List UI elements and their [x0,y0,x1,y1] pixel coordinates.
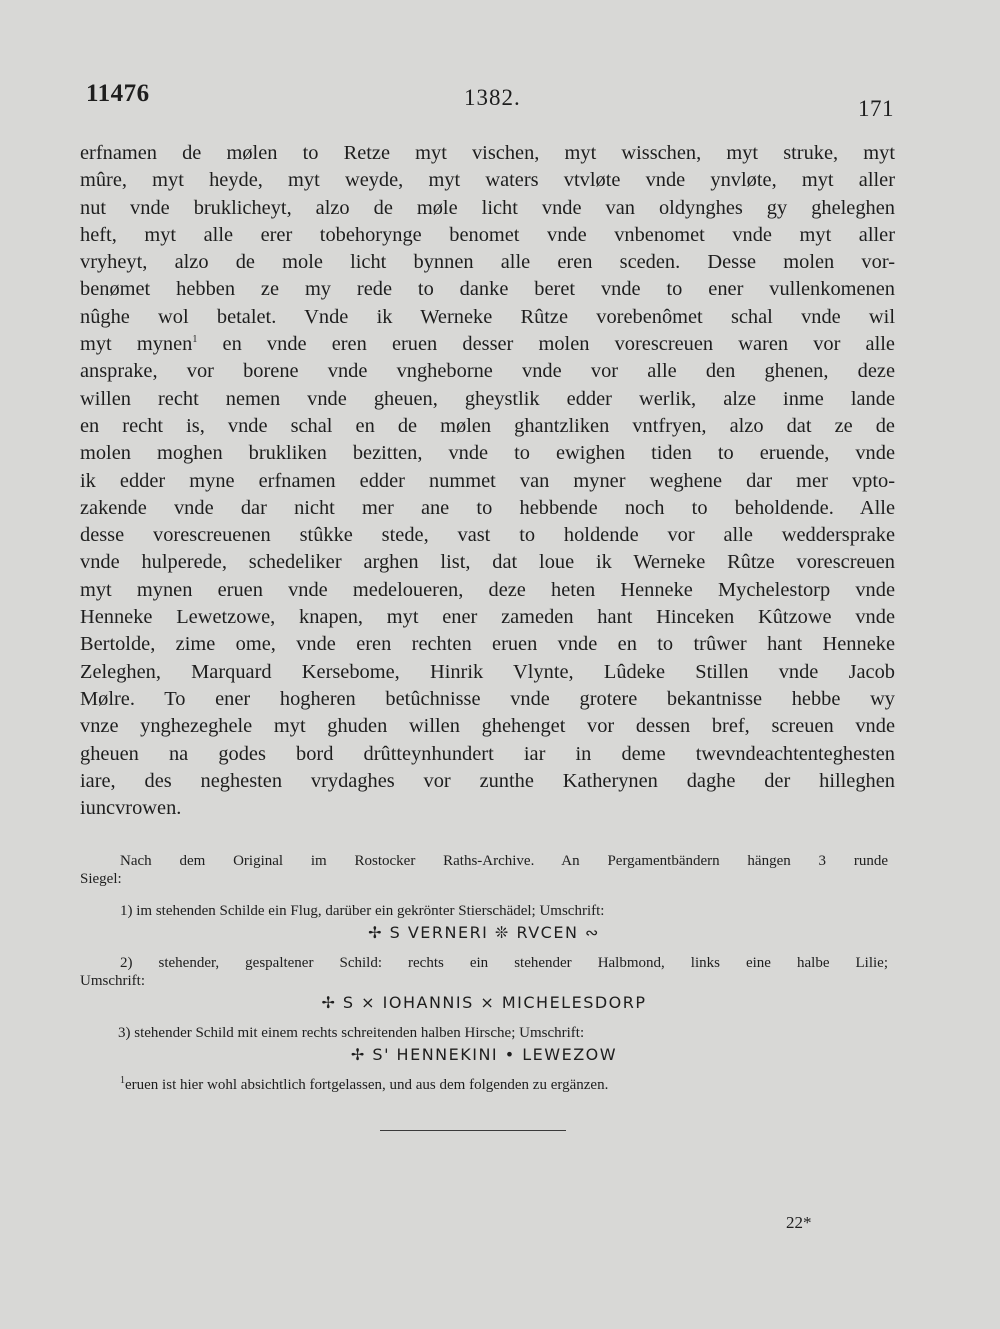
text-line: iare, des neghesten vrydaghes vor zunthe Katherynen daghe der hilleghen [80,769,895,792]
source-note [80,852,888,888]
text-line: ansprake, vor borene vnde vngheborne vnde vor alle den ghenen, deze [80,360,895,383]
seal-legend-3: ✢ S' HENNEKINI • LEWEZOW [350,1045,618,1064]
seal-description-2: 2) stehender, gespaltener Schild: rechts ein stehender Halbmond, links eine halbe Lilie; [120,955,888,971]
editorial-notes [80,852,888,1094]
footnote [80,1076,888,1094]
section-divider [380,1130,566,1131]
seal-description-1: 1) im stehenden Schilde ein Flug, darüber ein gekrönter Stierschädel; Umschrift: [120,903,605,919]
text-line: Bertolde, zime ome, vnde eren rechten eruen vnde en to trûwer hant Henneke [80,633,895,656]
text-line: heft, myt alle erer tobehorynge benomet vnde vnbenomet vnde myt aller [80,223,895,246]
text-line: iuncvrowen. [80,797,182,820]
footnote-text: eruen ist hier wohl absichtlich fortgelassen, und aus dem folgenden zu ergänzen. [125,1077,609,1093]
footnote-marker: 1 [120,1075,125,1086]
seal-legend-1: ✢ S VERNERI ❊ RVCEN ∾ [368,923,600,942]
seal-description-2-cont: Umschrift: [80,973,145,989]
source-note-line: Siegel: [80,871,122,887]
document-year: 1382. [464,85,521,110]
charter-text [80,140,895,822]
text-line: en recht is, vnde schal en de mølen ghantzliken vntfryen, alzo dat ze de [80,414,895,437]
seal-description-3: 3) stehender Schild mit einem rechts schreitenden halben Hirsche; Umschrift: [118,1025,585,1041]
text-line: nûghe wol betalet. Vnde ik Werneke Rûtze vorebenômet schal vnde wil [80,305,895,328]
text-line: zakende vnde dar nicht mer ane to hebbende noch to beholdende. Alle [80,496,895,519]
text-line: nut vnde bruklicheyt, alzo de møle licht vnde van oldynghes gy gheleghen [80,196,895,219]
sheet-signature: 22* [786,1213,812,1232]
text-line: willen recht nemen vnde gheuen, gheystlik edder werlik, alze inme lande [80,387,895,410]
text-line: mûre, myt heyde, myt weyde, myt waters vtvløte vnde ynvløte, myt aller [80,169,895,192]
text-line: gheuen na godes bord drûtteynhundert iar in deme twevndeachtenteghesten [80,742,895,765]
text-line: Zeleghen, Marquard Kersebome, Hinrik Vlynte, Lûdeke Stillen vnde Jacob [80,660,895,683]
text-line: myt mynen$^1$ en vnde eren eruen desser molen vorescreuen waren vor alle [80,333,895,356]
page-header [86,80,894,120]
text-line: desse vorescreuenen stûkke stede, vast to holdende vor alle weddersprake [80,524,895,547]
text-line: molen moghen brukliken bezitten, vnde to ewighen tiden to eruende, vnde [80,442,895,465]
footnote-ref: 1 [192,334,198,346]
text-line: vryheyt, alzo de mole licht bynnen alle eren sceden. Desse molen vor- [80,251,895,274]
text-line: myt mynen eruen vnde medeloueren, deze heten Henneke Mychelestorp vnde [80,578,895,601]
text-line: vnde hulperede, schedeliker arghen list, dat loue ik Werneke Rûtze vorescreuen [80,551,895,574]
text-line: erfnamen de mølen to Retze myt vischen, myt wisschen, myt struke, myt [80,142,895,164]
seal-legend-2: ✢ S × IOHANNIS × MICHELESDORP [321,993,647,1012]
text-line: Henneke Lewetzowe, knapen, myt ener zameden hant Hinceken Kûtzowe vnde [80,606,895,629]
text-line: ik edder myne erfnamen edder nummet van myner weghene dar mer vpto- [80,469,895,492]
page-number: 171 [858,96,894,121]
text-line: benømet hebben ze my rede to danke beret vnde to ener vullenkomenen [80,278,895,301]
text-line: vnze ynghezeghele myt ghuden willen ghehenget vor dessen bref, screuen vnde [80,715,895,738]
document-number: 11476 [86,80,150,107]
source-note-line: Nach dem Original im Rostocker Raths-Archive. An Pergamentbändern hängen 3 runde [120,853,888,869]
text-line: Mølre. To ener hogheren betûchnisse vnde grotere bekantnisse hebbe wy [80,687,895,710]
